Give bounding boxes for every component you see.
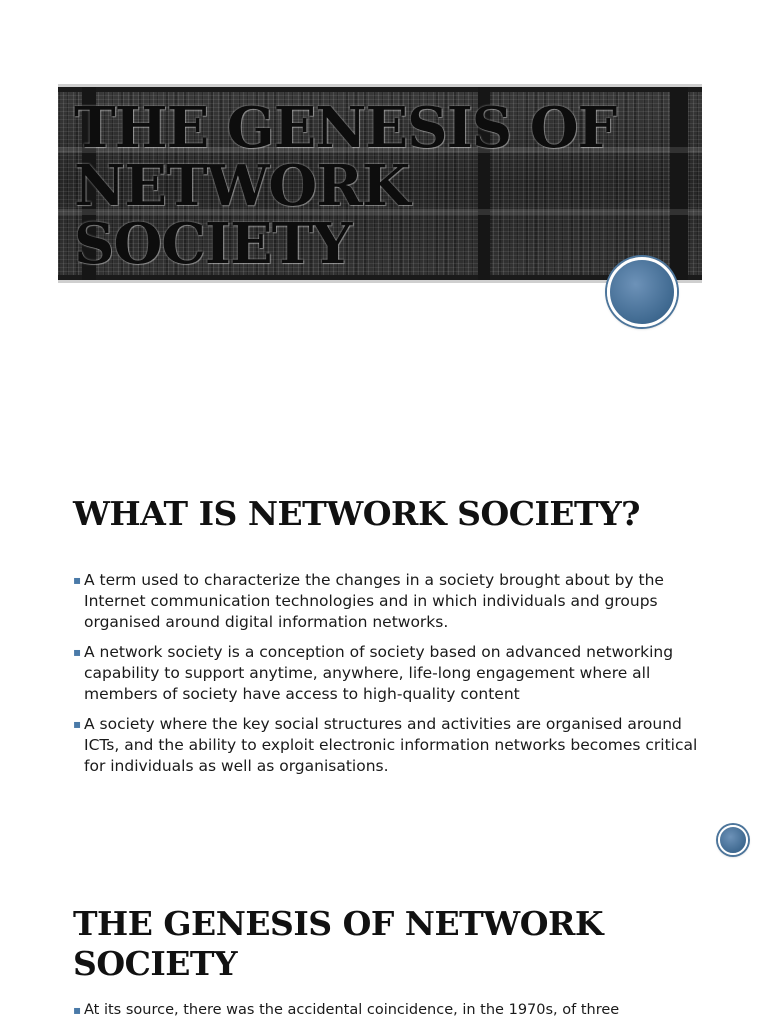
- bullet-marker-icon: ▪: [73, 717, 82, 731]
- bullet-list: [73, 1000, 701, 1029]
- bullet-marker-icon: ▪: [73, 1003, 82, 1017]
- slide-heading: THE GENESIS OF NETWORK SOCIETY: [73, 904, 604, 983]
- bullet-text: At its source, there was the accidental coincidence, in the 1970s, of three: [84, 1002, 620, 1018]
- title-slide: [0, 0, 768, 430]
- genesis-slide: [0, 880, 768, 1024]
- definition-slide: [0, 430, 768, 880]
- bullet-item: [73, 642, 701, 705]
- slide-heading: WHAT IS NETWORK SOCIETY?: [73, 494, 640, 533]
- title-banner: [58, 84, 702, 283]
- decorative-circle-icon: [718, 825, 748, 855]
- bullet-text: A term used to characterize the changes in a society brought about by the Internet communication technologies and in which individuals and groups organised around digital information networks.: [84, 571, 664, 631]
- bullet-text: A network society is a conception of society based on advanced networking capability to support anytime, anywhere, life-long engagement where all members of society have access to high-quality content: [84, 643, 674, 703]
- slide-title: THE GENESIS OF NETWORK SOCIETY: [74, 95, 617, 277]
- bullet-text: A society where the key social structures and activities are organised around ICTs, and the ability to exploit electronic information networks becomes critical for individuals as well as organisations.: [84, 715, 698, 775]
- bullet-marker-icon: ▪: [73, 645, 82, 659]
- decorative-circle-icon: [607, 257, 677, 327]
- bullet-item: [73, 1000, 701, 1020]
- bullet-item: [73, 570, 701, 633]
- bullet-marker-icon: ▪: [73, 573, 82, 587]
- bullet-list: [73, 570, 701, 786]
- bullet-item: [73, 714, 701, 777]
